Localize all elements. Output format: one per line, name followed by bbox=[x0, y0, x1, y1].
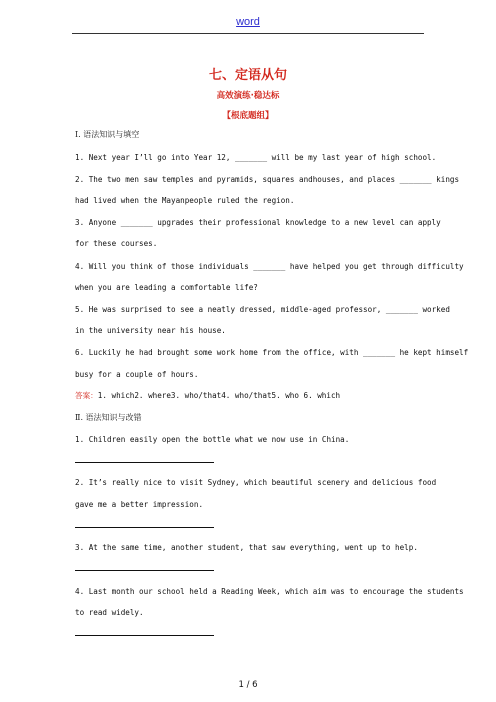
question-line: 3. At the same time, another student, that saw everything, went up to help. bbox=[75, 543, 418, 552]
question-line: 6. Luckily he had brought some work home from the office, with _______ he kept himself bbox=[75, 348, 469, 357]
question-line: 1. Children easily open the bottle what we now use in China. bbox=[75, 435, 350, 444]
header-divider bbox=[72, 33, 424, 34]
question-line: 1. Next year I’ll go into Year 12, _______ will be my last year of high school. bbox=[75, 153, 437, 162]
answer-blank[interactable] bbox=[75, 570, 214, 571]
answer-line bbox=[75, 391, 425, 401]
question-line: gave me a better impression. bbox=[75, 500, 204, 509]
question-line: 5. He was surprised to see a neatly dressed, middle-aged professor, _______ worked bbox=[75, 305, 450, 314]
group-tag: 【根底题组】 bbox=[222, 111, 274, 121]
page-header bbox=[0, 10, 496, 29]
question-line: had lived when the Mayanpeople ruled the region. bbox=[75, 196, 295, 205]
question-line: in the university near his house. bbox=[75, 326, 226, 335]
question-line: when you are leading a comfortable life? bbox=[75, 283, 258, 292]
question-line: to read widely. bbox=[75, 608, 144, 617]
question-line: 2. The two men saw temples and pyramids, squares andhouses, and places _______ kings bbox=[75, 175, 460, 184]
answer-text: 1. which2. where3. who/that4. who/that5. who 6. which bbox=[97, 391, 341, 400]
question-line: for these courses. bbox=[75, 239, 158, 248]
answer-blank[interactable] bbox=[75, 462, 214, 463]
doc-title: 七、定语从句 bbox=[208, 68, 287, 83]
doc-subtitle: 高效演练·稳达标 bbox=[216, 91, 280, 101]
question-line: busy for a couple of hours. bbox=[75, 370, 199, 379]
section1-heading: Ⅰ. 语法知识与填空 bbox=[75, 130, 140, 139]
question-line: 4. Last month our school held a Reading Week, which aim was to encourage the students bbox=[75, 587, 464, 596]
page-number: 1 / 6 bbox=[238, 680, 258, 690]
answer-blank[interactable] bbox=[75, 635, 214, 636]
answer-blank[interactable] bbox=[75, 527, 214, 528]
question-line: 3. Anyone _______ upgrades their professional knowledge to a new level can apply bbox=[75, 218, 441, 227]
question-line: 2. It’s really nice to visit Sydney, which beautiful scenery and delicious food bbox=[75, 478, 437, 487]
section2-heading: Ⅱ. 语法知识与改错 bbox=[75, 413, 142, 422]
header-link[interactable]: word bbox=[236, 16, 260, 28]
question-line: 4. Will you think of those individuals _______ have helped you get through difficulty bbox=[75, 262, 464, 271]
answer-label: 答案： bbox=[75, 391, 98, 400]
